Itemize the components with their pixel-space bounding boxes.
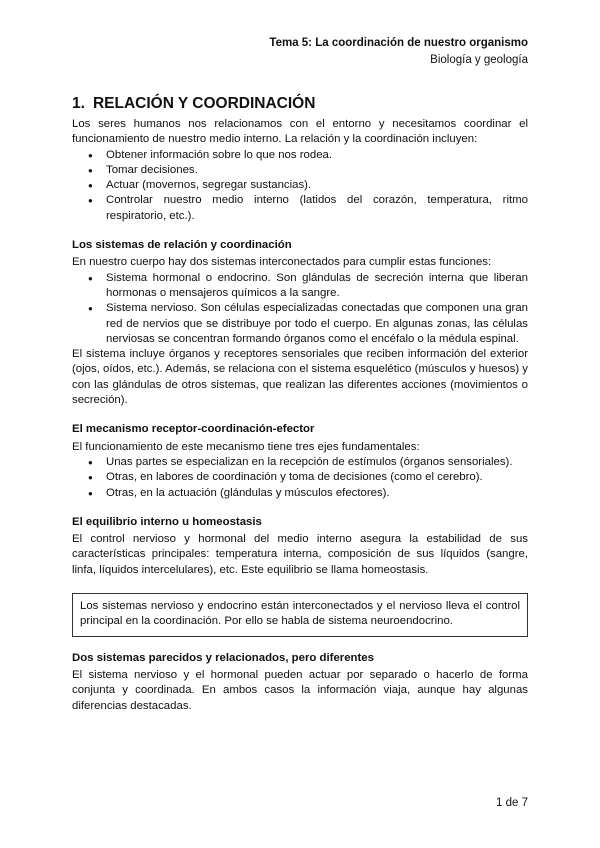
list-item: ● Otras, en la actuación (glándulas y músculos efectores). <box>106 486 528 501</box>
section-title <box>72 94 528 114</box>
list-item: ● Controlar nuestro medio interno (latidos del corazón, temperatura, ritmo respiratorio, etc.). <box>106 193 528 224</box>
header-subject: Biología y geología <box>430 54 528 66</box>
sistemas-outro: El sistema incluye órganos y receptores sensoriales que reciben información del exterior (ojos, oídos, etc.). Además, se relaciona con el sistema esquelético (músculos y huesos) y con las glándulas de otros sistemas, que realizan las diferentes acciones (movimientos o secreción). <box>72 348 528 407</box>
neuroendocrine-callout-box: Los sistemas nervioso y endocrino están interconectados y el nervioso lleva el control principal en la coordinación. Por ello se habla de sistema neuroendocrino. <box>72 593 528 637</box>
list-item: ● Obtener información sobre lo que nos rodea. <box>106 148 528 163</box>
header-title: Tema 5: La coordinación de nuestro organismo <box>269 37 528 49</box>
list-item: ● Otras, en labores de coordinación y toma de decisiones (como el cerebro). <box>106 470 528 485</box>
section-number: 1. <box>72 95 85 112</box>
page-content <box>72 94 528 714</box>
subheading-dos-sistemas: Dos sistemas parecidos y relacionados, pero diferentes <box>72 651 374 664</box>
mecanismo-intro: El funcionamiento de este mecanismo tiene tres ejes fundamentales: <box>72 440 420 453</box>
list-item: ● Sistema nervioso. Son células especializadas conectadas que componen una gran red de nervios que se distribuye por todo el cuerpo. En algunas zonas, las células nerviosas se concentran formando órganos como el encéfalo o la médula espinal. <box>106 301 528 347</box>
page-header <box>269 35 528 69</box>
subheading-sistemas: Los sistemas de relación y coordinación <box>72 239 292 252</box>
dos-sistemas-text: El sistema nervioso y el hormonal pueden actuar por separado o hacerlo de forma conjunta y coordinada. En ambos casos la información viaja, aunque hay algunas diferencias destacadas. <box>72 668 528 712</box>
list-item: ● Actuar (movernos, segregar sustancias). <box>106 178 528 193</box>
subheading-equilibrio: El equilibrio interno u homeostasis <box>72 515 262 528</box>
sistemas-intro: En nuestro cuerpo hay dos sistemas interconectados para cumplir estas funciones: <box>72 256 492 269</box>
list-item: ● Tomar decisiones. <box>106 163 528 178</box>
subheading-mecanismo: El mecanismo receptor-coordinación-efector <box>72 423 315 436</box>
sistemas-list <box>72 271 528 347</box>
section-title-text: RELACIÓN Y COORDINACIÓN <box>92 95 316 112</box>
section-intro: Los seres humanos nos relacionamos con el entorno y necesitamos coordinar el funcionamiento de nuestro medio interno. La relación y la coordinación incluyen: <box>72 118 528 146</box>
mecanismo-list <box>72 455 528 501</box>
list-item: ● Unas partes se especializan en la recepción de estímulos (órganos sensoriales). <box>106 455 528 470</box>
page-number: 1 de 7 <box>496 797 528 809</box>
function-list <box>72 148 528 224</box>
list-item: ● Sistema hormonal o endocrino. Son glándulas de secreción interna que liberan hormonas o mensajeros químicos a la sangre. <box>106 271 528 302</box>
equilibrio-text: El control nervioso y hormonal del medio interno asegura la estabilidad de sus características principales: temperatura interna, composición de sus líquidos (sangre, linfa, líquidos intercelulares), etc. Este equilibrio se llama homeostasis. <box>72 533 528 576</box>
